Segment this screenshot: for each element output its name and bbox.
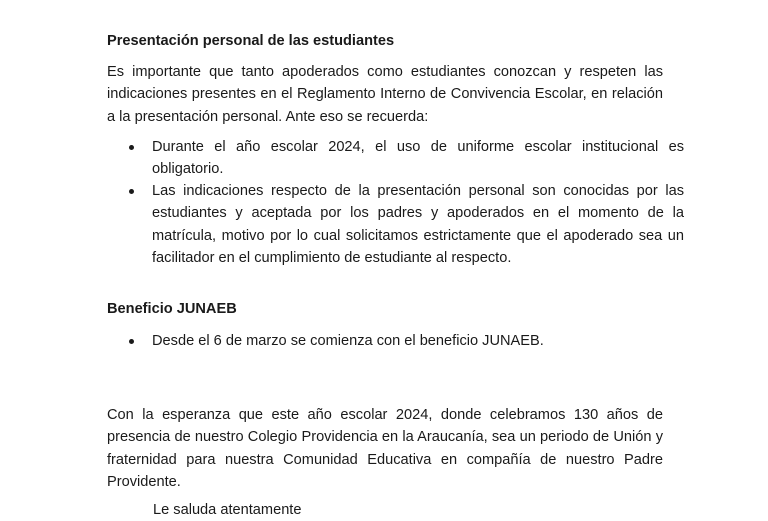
signoff-text: Le saluda atentamente	[153, 502, 302, 518]
bullet-icon	[129, 339, 134, 344]
intro-paragraph: Es importante que tanto apoderados como estudiantes conozcan y respeten las indicaciones presentes en el Reglamento Interno de Convivencia Escolar, en relación a la presentación personal. Ante eso se recuerda:	[107, 64, 663, 125]
closing-paragraph: Con la esperanza que este año escolar 2024, donde celebramos 130 años de presencia de nuestro Colegio Providencia en la Araucanía, sea un periodo de Unión y fraternidad para nuestra Comunidad Educativa en compañía de nuestro Padre Providente.	[107, 407, 663, 491]
list-item-text: Durante el año escolar 2024, el uso de uniforme escolar institucional es obligatorio.	[152, 139, 684, 178]
section-heading-presentacion: Presentación personal de las estudiantes	[107, 33, 395, 49]
bullet-icon	[129, 145, 134, 150]
list-item-text: Las indicaciones respecto de la presentación personal son conocidas por las estudiantes y aceptada por los padres y apoderados en el momento de la matrícula, motivo por lo cual solicitamos estrictamente que el apoderado sea un facilitador en el cumplimiento de estudiante al respecto.	[152, 183, 684, 267]
bullet-icon	[129, 189, 134, 194]
section-heading-junaeb: Beneficio JUNAEB	[107, 301, 237, 317]
list-item-text: Desde el 6 de marzo se comienza con el beneficio JUNAEB.	[152, 333, 544, 349]
